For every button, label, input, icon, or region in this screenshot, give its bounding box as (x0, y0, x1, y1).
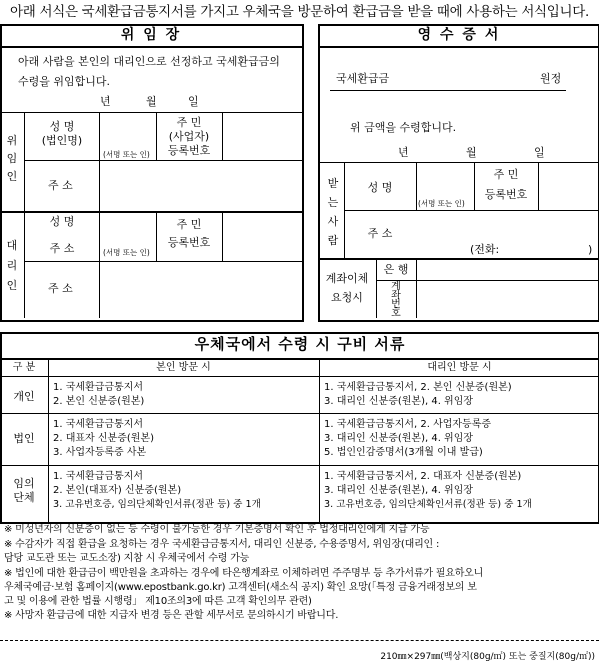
receipt-title: 영 수 증 서 (417, 27, 501, 43)
proxy-title: 위 임 장 (120, 27, 182, 43)
row-agent-line: 1. 국세환급금통지서, 2. 대표자 신분증(원본) (324, 471, 522, 482)
row-type: 개인 (13, 390, 35, 403)
row-self-line: 3. 고유번호증, 임의단체확인서류(정관 등) 중 1개 (53, 499, 261, 510)
receiver-label: 받 는 사 람 (327, 177, 339, 247)
delegator-sign-label: (서명 또는 인) (103, 150, 150, 159)
delegator-name-label: 성 명 (49, 120, 75, 133)
note-line: ※ 사망자 환급금에 대한 지급자 변경 등은 관할 세무서로 문의하시기 바랍니다. (4, 610, 339, 621)
paper-spec: 210㎜×297㎜(백상지(80g/㎡) 또는 중질지(80g/㎡)) (380, 652, 595, 662)
receiver-id-label-2: 등록번호 (484, 188, 528, 201)
row-self-line: 1. 국세환급금통지서 (53, 382, 143, 393)
note-line: 우체국예금·보험 홈페이지(www.epostbank.go.kr) 고객센터(새소식 공지) 확인 요망(「특정 금융거래정보의 보 (4, 582, 477, 593)
row-self-line: 1. 국세환급금통지서 (53, 471, 143, 482)
row-agent-line: 3. 대리인 신분증(원본), 4. 위임장 (324, 485, 474, 496)
agent-name-label: 성 명 (49, 215, 75, 228)
col-type-header: 구 분 (12, 362, 36, 373)
proxy-intro-line1: 아래 사람을 본인의 대리인으로 선정하고 국세환급금의 (18, 55, 280, 68)
note-line: 고 및 이용에 관한 법률 시행령」 제10조의3에 따른 고객 확인의무 관련) (4, 596, 312, 607)
row-agent-line: 1. 국세환급금통지서, 2. 본인 신분증(원본) (324, 382, 512, 393)
receipt-statement: 위 금액을 수령합니다. (350, 121, 457, 134)
agent-address-label: 주 소 (48, 282, 73, 295)
bank-label: 은 행 (383, 263, 409, 276)
receiver-phone-close: ) (588, 243, 593, 256)
receiver-phone-label: (전화: (470, 243, 500, 256)
note-line: ※ 수감자가 직접 환급을 요청하는 경우 국세환급금통지서, 대리인 신분증, 수용증명서, 위임장(대리인 : (4, 539, 440, 550)
row-agent-line: 3. 대리인 신분증(원본), 4. 위임장 (324, 433, 474, 444)
proxy-date-month: 월 (146, 95, 157, 108)
proxy-date-year: 년 (100, 95, 111, 108)
proxy-date-day: 일 (188, 95, 199, 108)
row-self-line: 2. 대표자 신분증(원본) (53, 433, 154, 444)
col-self-header: 본인 방문 시 (156, 362, 211, 373)
receiver-address-label: 주 소 (367, 227, 393, 240)
receiver-id-label-1: 주 민 (493, 168, 519, 181)
delegator-address-label: 주 소 (48, 179, 73, 192)
row-type: 법인 (13, 432, 35, 445)
note-line: 담당 교도관 또는 교도소장) 지참 시 우체국에서 수령 가능 (4, 553, 250, 564)
delegator-name-label-2: (법인명) (41, 134, 83, 147)
account-label: 계 좌 번 호 (391, 281, 401, 319)
agent-label: 대 리 인 (6, 239, 18, 292)
note-line: ※ 미성년자의 신분증이 없는 등 수령이 불가능한 경우 기본증명서 확인 후 법정대리인에게 지급 가능 (4, 524, 430, 535)
note-line: ※ 법인에 대한 환급금이 백만원을 초과하는 경우에 타은행계좌로 이체하려면 주주명부 등 추가서류가 필요하오니 (4, 568, 484, 579)
transfer-label-2: 요청시 (331, 291, 363, 304)
receipt-date-day: 일 (534, 146, 545, 159)
delegator-label: 위 임 인 (6, 134, 18, 183)
row-agent-line: 3. 고유번호증, 임의단체확인서류(정관 등) 중 1개 (324, 499, 532, 510)
agent-id-label-1: 주 민 (176, 218, 202, 231)
delegator-id-label-1: 주 민 (176, 116, 202, 129)
transfer-label-1: 계좌이체 (325, 272, 369, 285)
receiver-name-label: 성 명 (367, 181, 393, 194)
footer-divider (0, 640, 599, 641)
proxy-intro-line2: 수령을 위임합니다. (18, 75, 111, 88)
receipt-amount-label: 국세환급금 (336, 72, 390, 85)
row-self-line: 2. 본인 신분증(원본) (53, 396, 145, 407)
row-agent-line: 1. 국세환급금통지서, 2. 사업자등록증 (324, 419, 492, 430)
row-self-line: 1. 국세환급금통지서 (53, 419, 143, 430)
receipt-date-month: 월 (466, 146, 477, 159)
header-note: 아래 서식은 국세환급금통지서를 가지고 우체국을 방문하여 환급금을 받을 때에 사용하는 서식입니다. (9, 4, 590, 20)
row-agent-line: 5. 법인인감증명서(3개월 이내 발급) (324, 447, 483, 458)
delegator-id-label-2: (사업자) (168, 130, 210, 143)
row-type: 임의 (13, 477, 35, 490)
row-self-line: 3. 사업자등록증 사본 (53, 447, 147, 458)
agent-address-mid-label: 주 소 (49, 242, 75, 255)
receipt-date-year: 년 (398, 146, 409, 159)
agent-sign-label: (서명 또는 인) (103, 248, 150, 257)
receiver-sign-label: (서명 또는 인) (418, 199, 465, 208)
delegator-id-label-3: 등록번호 (167, 144, 211, 157)
agent-id-label-2: 등록번호 (167, 236, 211, 249)
row-self-line: 2. 본인(대표자) 신분증(원본) (53, 485, 182, 496)
documents-title: 우체국에서 수령 시 구비 서류 (194, 335, 406, 353)
row-type-2: 단체 (13, 491, 35, 504)
row-agent-line: 3. 대리인 신분증(원본), 4. 위임장 (324, 396, 474, 407)
receipt-amount-unit: 원정 (540, 72, 562, 85)
col-agent-header: 대리인 방문 시 (427, 362, 492, 373)
